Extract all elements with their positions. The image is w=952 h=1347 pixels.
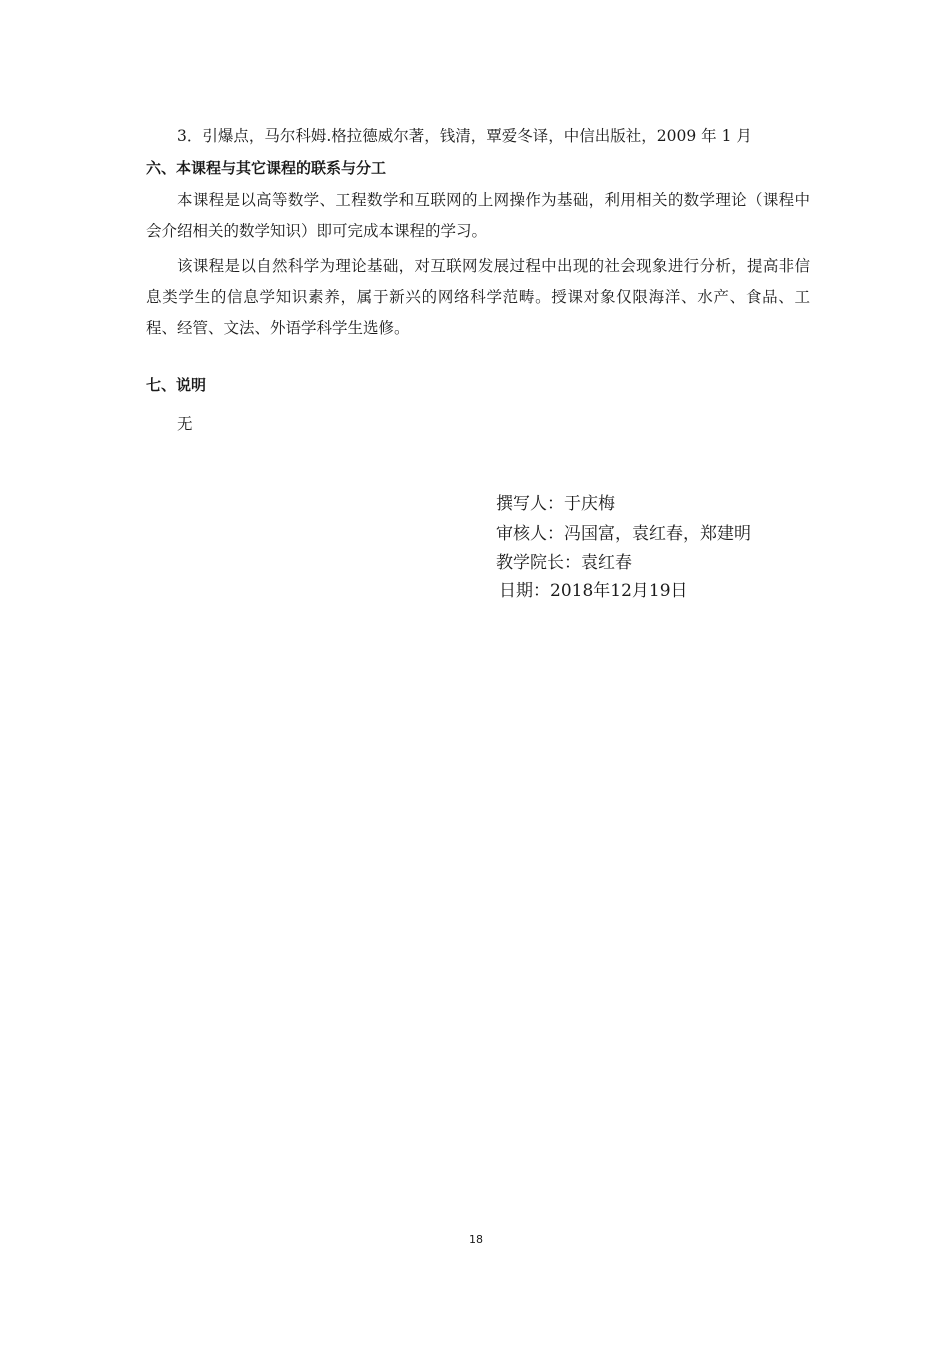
section-6-heading: 六、本课程与其它课程的联系与分工 [146,159,387,177]
signature-author: 撰写人：于庆梅 [496,494,615,514]
section-7-heading: 七、说明 [146,376,207,394]
section-6-paragraph-1: 本课程是以高等数学、工程数学和互联网的上网操作为基础，利用相关的数学理论（课程中会介绍相关的数学知识）即可完成本课程的学习。 [146,191,810,240]
signature-reviewers: 审核人：冯国富，袁红春，郑建明 [496,524,751,544]
signature-date: 日期：2018年12月19日 [499,581,688,601]
section-6-paragraph-2: 该课程是以自然科学为理论基础，对互联网发展过程中出现的社会现象进行分析，提高非信息类学生的信息学知识素养，属于新兴的网络科学范畴。授课对象仅限海洋、水产、食品、工程、经管、文法、外语学科学生选修。 [146,257,810,337]
page-number: 18 [469,1233,483,1246]
section-7-body: 无 [177,415,193,433]
reference-item: 3．引爆点，马尔科姆.格拉德威尔著，钱清，覃爱冬译，中信出版社，2009 年 1 月 [177,127,752,145]
signature-dean: 教学院长：袁红春 [496,553,632,573]
